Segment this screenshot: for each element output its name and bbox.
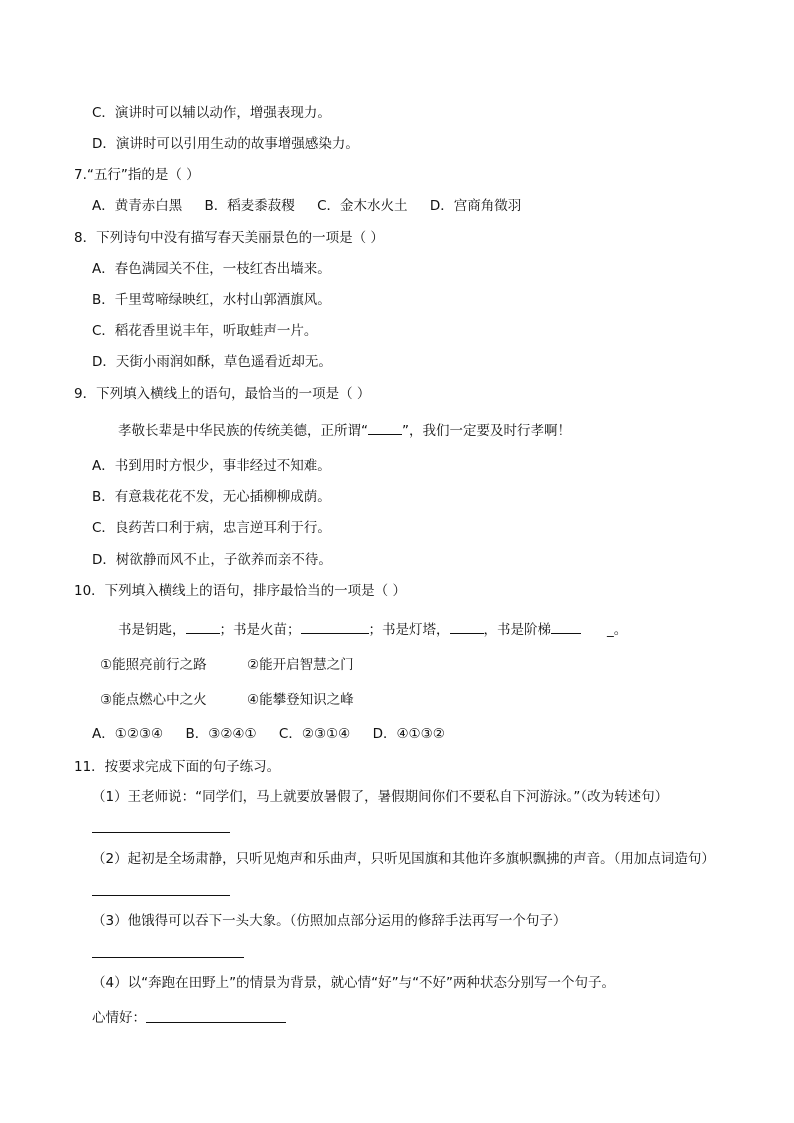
q9-fill-blank[interactable] [368, 420, 402, 435]
q9-passage-before: 孝敬长辈是中华民族的传统美德，正所谓“ [118, 423, 368, 439]
q10-blank-2[interactable] [301, 619, 369, 634]
q11-sub-1: （1）王老师说：“同学们，马上就要放暑假了，暑假期间你们不要私自下河游泳。”（改为转述句） [92, 789, 669, 805]
q10-stem: 10．下列填入横线上的语句，排序最恰当的一项是（ ） [74, 583, 406, 599]
q10-item-4: ④能攀登知识之峰 [247, 692, 354, 708]
q10-item-2: ②能开启智慧之门 [247, 657, 354, 673]
q6-option-c: C．演讲时可以辅以动作，增强表现力。 [92, 105, 331, 121]
q7-option-a[interactable]: A．黄青赤白黑 [92, 198, 183, 214]
q10-part-3: ；书是灯塔， [368, 622, 450, 638]
q10-part-2: ；书是火苗； [219, 622, 301, 638]
q10-passage [118, 619, 627, 640]
q11-sub-4: （4）以“奔跑在田野上”的情景为背景，就心情“好”与“不好”两种状态分别写一个句子。 [92, 975, 616, 991]
q9-stem: 9．下列填入横线上的语句，最恰当的一项是（ ） [74, 386, 371, 402]
q9-passage-after: ”，我们一定要及时行孝啊！ [402, 423, 571, 439]
q10-item-3: ③能点燃心中之火 [100, 692, 207, 708]
q10-blank-4[interactable] [551, 619, 581, 634]
q10-option-d[interactable]: D．④①③② [372, 726, 445, 742]
q10-blank-3[interactable] [450, 619, 484, 634]
q8-stem: 8．下列诗句中没有描写春天美丽景色的一项是（ ） [74, 230, 384, 246]
q11-sub-3: （3）他饿得可以吞下一头大象。（仿照加点部分运用的修辞手法再写一个句子） [92, 913, 567, 929]
q9-option-a[interactable]: A．书到用时方恨少，事非经过不知难。 [92, 458, 331, 474]
q10-item-1: ①能照亮前行之路 [100, 657, 207, 673]
q8-option-a[interactable]: A．春色满园关不住，一枝红杏出墙来。 [92, 261, 331, 277]
q7-options [92, 196, 539, 216]
q10-options [92, 724, 463, 744]
q11-answer-line-1[interactable] [92, 832, 230, 833]
q10-option-c[interactable]: C．②③①④ [278, 726, 351, 742]
q10-part-4: ，书是阶梯 [483, 622, 551, 638]
q11-good-mood-answer-line[interactable] [146, 1022, 286, 1023]
q8-option-b[interactable]: B．千里莺啼绿映红，水村山郭酒旗风。 [92, 292, 331, 308]
q9-passage [118, 420, 571, 441]
q10-blank-1[interactable] [186, 619, 220, 634]
q7-option-c[interactable]: C．金木水火土 [317, 198, 408, 214]
q9-option-d[interactable]: D．树欲静而风不止，子欲养而亲不待。 [92, 552, 332, 568]
q11-answer-line-2[interactable] [92, 895, 230, 896]
q11-sub-2: （2）起初是全场肃静，只听见炮声和乐曲声，只听见国旗和其他许多旗帜飘拂的声音。（用加点词造句） [92, 851, 715, 867]
q11-answer-line-3[interactable] [92, 957, 244, 958]
q9-option-c[interactable]: C．良药苦口利于病，忠言逆耳利于行。 [92, 520, 331, 536]
q7-option-b[interactable]: B．稻麦黍菽稷 [204, 198, 295, 214]
q6-option-d: D．演讲时可以引用生动的故事增强感染力。 [92, 136, 359, 152]
q10-part-5: _。 [607, 622, 628, 638]
q10-part-1: 书是钥匙， [118, 622, 186, 638]
q8-option-d[interactable]: D．天街小雨润如酥，草色遥看近却无。 [92, 354, 332, 370]
q8-option-c[interactable]: C．稻花香里说丰年，听取蛙声一片。 [92, 323, 318, 339]
q10-option-b[interactable]: B．③②④① [185, 726, 257, 742]
q9-option-b[interactable]: B．有意栽花花不发，无心插柳柳成荫。 [92, 489, 331, 505]
q7-option-d[interactable]: D．宫商角徵羽 [429, 198, 522, 214]
q10-option-a[interactable]: A．①②③④ [92, 726, 164, 742]
q11-good-mood-label: 心情好： [92, 1010, 146, 1026]
q11-stem: 11．按要求完成下面的句子练习。 [74, 759, 281, 775]
q7-stem: 7.“五行”指的是（ ） [74, 167, 200, 183]
